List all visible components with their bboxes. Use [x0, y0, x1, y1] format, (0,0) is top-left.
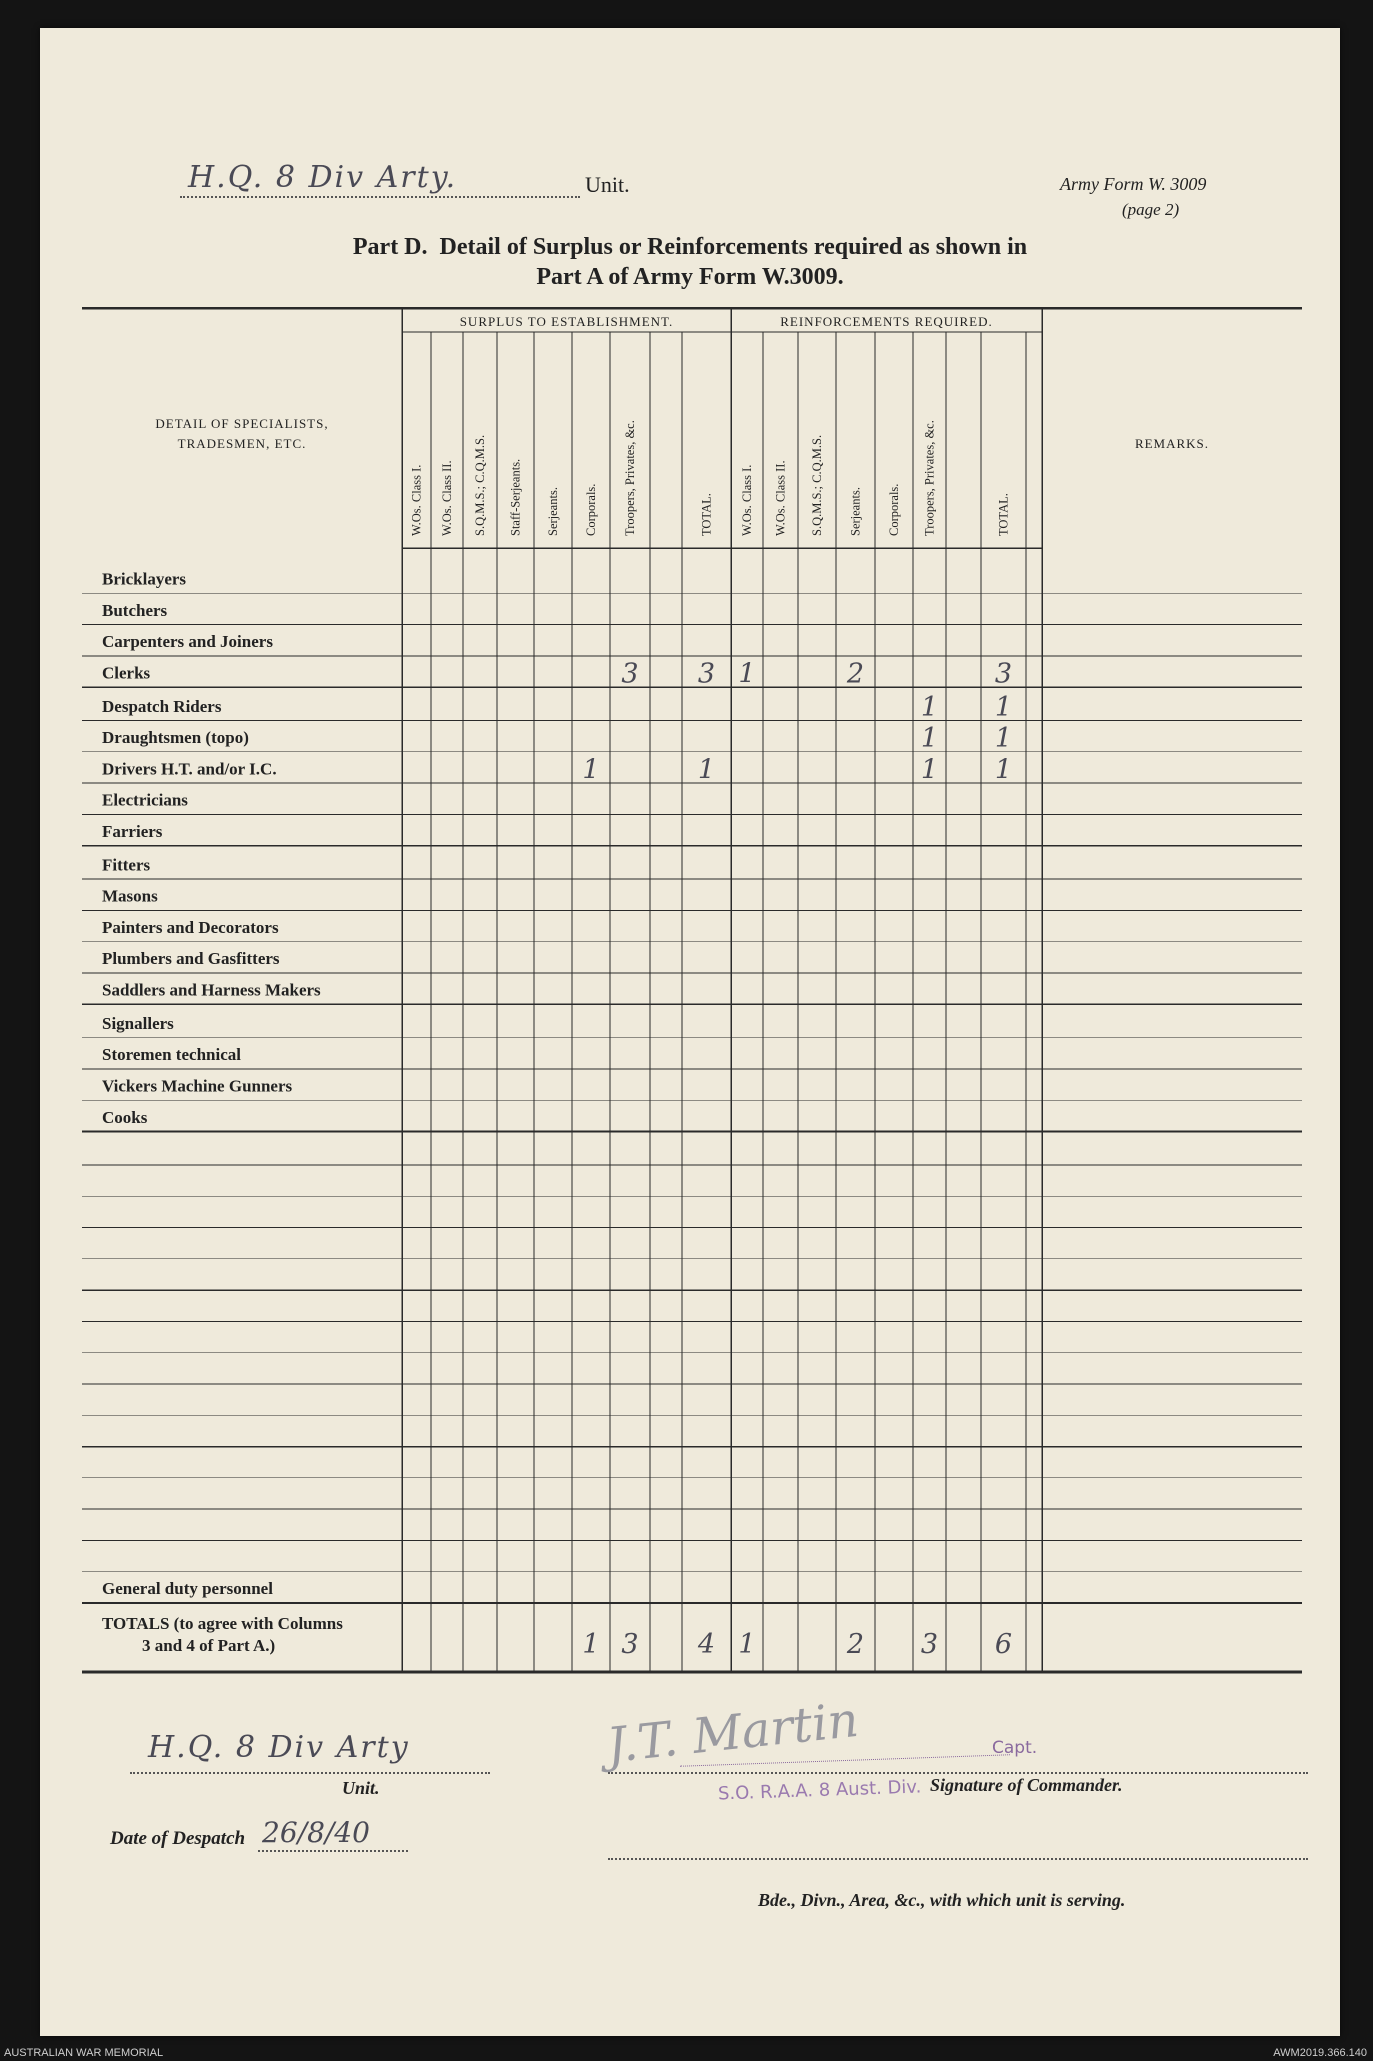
column-header: Corporals. [584, 483, 598, 536]
signature-dotted-line [608, 1772, 1308, 1774]
detail-table [40, 28, 1340, 1828]
column-header: Corporals. [887, 483, 901, 536]
row-label: Bricklayers [102, 569, 187, 589]
cell-entry: 1 [738, 658, 756, 690]
cell-entry: 1 [582, 754, 600, 786]
cell-entry: 1 [994, 691, 1013, 723]
form-title-line1: Part D. Detail of Surplus or Reinforcements required as shown in [352, 234, 1028, 260]
reinforcements-header: REINFORCEMENTS REQUIRED. [780, 314, 993, 329]
column-header: W.Os. Class II. [773, 460, 788, 536]
row-label: Fitters [102, 855, 151, 875]
column-header: S.Q.M.S.; C.Q.M.S. [473, 434, 487, 536]
unit-label: Unit. [585, 172, 630, 197]
row-label: Draughtsmen (topo) [102, 728, 249, 748]
column-header: W.Os. Class I. [409, 464, 424, 536]
detail-header-line2: TRADESMEN, ETC. [177, 436, 307, 451]
column-header: Serjeants. [546, 487, 560, 536]
date-dotted-line [258, 1850, 408, 1852]
total-entry: 1 [738, 1629, 756, 1660]
cell-entry: 1 [994, 754, 1013, 786]
totals-label-line1: TOTALS (to agree with Columns [102, 1614, 343, 1633]
total-entry: 3 [621, 1629, 639, 1660]
row-label: Carpenters and Joiners [102, 632, 273, 652]
column-header: Troopers, Privates, &c. [922, 420, 937, 536]
footer-unit-label: Unit. [342, 1778, 380, 1798]
row-label: Farriers [102, 821, 163, 841]
column-header: W.Os. Class II. [440, 460, 454, 536]
row-label: Plumbers and Gasfitters [102, 949, 280, 969]
row-label: Signallers [102, 1013, 174, 1033]
bde-label: Bde., Divn., Area, &c., with which unit is serving. [758, 1890, 1126, 1910]
footer-unit-line [130, 1772, 490, 1774]
unit-handwritten: H.Q. 8 Div Arty. [188, 160, 458, 195]
totals-label-line2: 3 and 4 of Part A.) [142, 1636, 276, 1655]
total-entry: 4 [697, 1629, 716, 1660]
row-label: Vickers Machine Gunners [102, 1076, 293, 1096]
row-label: Painters and Decorators [102, 917, 279, 937]
signature-label: Signature of Commander. [930, 1775, 1123, 1795]
cell-entry: 3 [621, 658, 639, 690]
row-label: Drivers H.T. and/or I.C. [102, 759, 277, 779]
stamp-text: S.O. R.A.A. 8 Aust. Div. [717, 1776, 922, 1805]
total-entry: 1 [582, 1629, 600, 1660]
cell-entry: 1 [920, 754, 939, 786]
date-label: Date of Despatch [110, 1828, 246, 1849]
form-page [40, 28, 1340, 2036]
commander-signature: J.T. Martin [604, 1691, 862, 1774]
total-entry: 3 [920, 1629, 939, 1660]
cell-entry: 3 [994, 658, 1013, 690]
row-label: Saddlers and Harness Makers [102, 980, 321, 1000]
column-header: TOTAL. [996, 493, 1011, 536]
archive-caption-right: AWM2019.366.140 [1273, 2047, 1367, 2059]
cell-entry: 1 [697, 754, 716, 786]
column-header: Troopers, Privates, &c. [623, 420, 637, 536]
detail-header-line1: DETAIL OF SPECIALISTS, [155, 416, 329, 431]
cell-entry: 2 [846, 658, 865, 690]
footer-unit-handwritten: H.Q. 8 Div Arty [148, 1730, 410, 1765]
cell-entry: 1 [920, 691, 939, 723]
total-entry: 2 [846, 1629, 865, 1660]
row-label: Butchers [102, 600, 168, 620]
archive-caption-left: AUSTRALIAN WAR MEMORIAL [4, 2047, 164, 2059]
total-entry: 6 [994, 1629, 1013, 1660]
surplus-header: SURPLUS TO ESTABLISHMENT. [459, 314, 674, 329]
row-label: General duty personnel [102, 1579, 273, 1599]
form-name: Army Form W. 3009 [1060, 174, 1207, 194]
row-label: Clerks [102, 663, 151, 683]
row-label: Despatch Riders [102, 696, 222, 716]
column-header: TOTAL. [699, 493, 714, 536]
column-header: W.Os. Class I. [740, 464, 754, 536]
form-page: (page 2) [1122, 200, 1180, 219]
bde-dotted-line [608, 1858, 1308, 1860]
date-value: 26/8/40 [262, 1816, 370, 1849]
stamp-capt: Capt. [992, 1738, 1038, 1758]
column-header: S.Q.M.S.; C.Q.M.S. [810, 434, 824, 536]
column-header: Serjeants. [848, 487, 863, 536]
cell-entry: 1 [994, 723, 1013, 755]
form-title-line2: Part A of Army Form W.3009. [536, 264, 844, 290]
column-header: Staff-Serjeants. [508, 458, 523, 536]
row-label: Masons [102, 886, 158, 906]
row-label: Storemen technical [102, 1045, 241, 1065]
remarks-header: REMARKS. [1134, 436, 1210, 451]
row-label: Cooks [102, 1107, 148, 1127]
row-label: Electricians [102, 790, 188, 810]
cell-entry: 3 [697, 658, 716, 690]
cell-entry: 1 [920, 723, 939, 755]
